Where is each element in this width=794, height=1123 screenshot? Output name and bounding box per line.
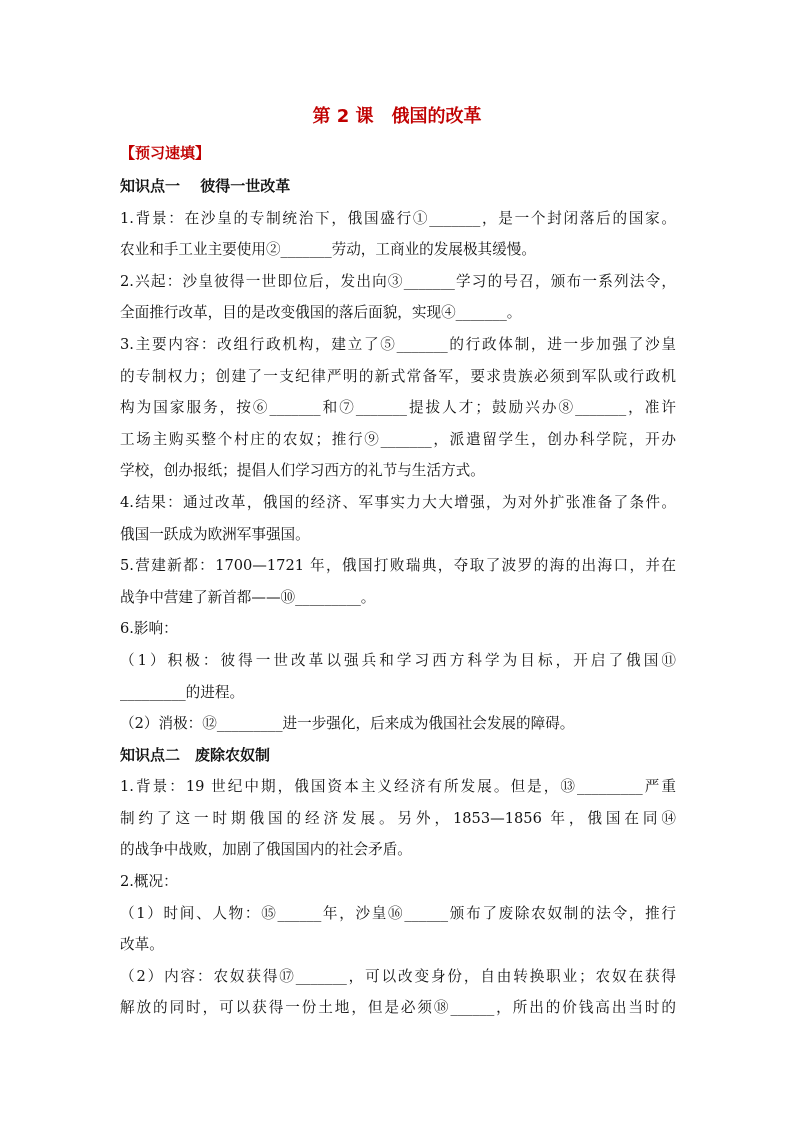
text-line: （1）积极：彼得一世改革以强兵和学习西方科学为目标，开启了俄国⑪ (120, 651, 676, 669)
text-line: 改革。 (120, 936, 164, 954)
text-line: 5.营建新都：1700—1721 年，俄国打败瑞典，夺取了波罗的海的出海口，并在 (120, 557, 676, 575)
lesson-title: 第 2 课 俄国的改革 (312, 106, 482, 127)
text-line: 的战争中战败，加剧了俄国国内的社会矛盾。 (120, 841, 412, 859)
section-heading: 知识点二 废除农奴制 (120, 745, 271, 764)
text-line: 制约了这一时期俄国的经济发展。另外，1853—1856 年，俄国在同⑭ (120, 809, 676, 827)
text-line: 全面推行改革，目的是改变俄国的落后面貌，实现④_______。 (120, 304, 522, 322)
text-line: 2.兴起：沙皇彼得一世即位后，发出向③_______学习的号召，颁布一系列法令， (120, 272, 676, 290)
text-line: （1）时间、人物：⑮______年，沙皇⑯______颁布了废除农奴制的法令，推行 (120, 904, 676, 922)
text-line: 学校，创办报纸；提倡人们学习西方的礼节与生活方式。 (120, 462, 485, 480)
document-body (120, 171, 676, 1024)
text-line: 解放的同时，可以获得一份土地，但是必须⑱______，所出的价钱高出当时的 (120, 999, 676, 1017)
text-line: 1.背景：19 世纪中期，俄国资本主义经济有所发展。但是，⑬_________严重 (120, 778, 676, 796)
text-line: 1.背景：在沙皇的专制统治下，俄国盛行①_______，是一个封闭落后的国家。 (120, 209, 676, 227)
text-line: 4.结果：通过改革，俄国的经济、军事实力大大增强，为对外扩张准备了条件。 (120, 493, 676, 511)
text-line: 的专制权力；创建了一支纪律严明的新式常备军，要求贵族必须到军队或行政机 (120, 367, 676, 385)
text-line: 3.主要内容：改组行政机构，建立了⑤_______的行政体制，进一步加强了沙皇 (120, 335, 676, 353)
section-tag: 【预习速填】 (120, 144, 211, 162)
text-line: _________的进程。 (120, 683, 245, 701)
text-line: 俄国一跃成为欧洲军事强国。 (120, 525, 310, 543)
section-heading: 知识点一 彼得一世改革 (120, 177, 291, 195)
text-line: 战争中营建了新首都——⑩_________。 (120, 588, 376, 606)
text-line: 构为国家服务，按⑥_______和⑦_______提拔人才；鼓励兴办⑧_______，准许 (120, 399, 676, 417)
text-line: 2.概况： (120, 873, 178, 891)
text-line: 工场主购买整个村庄的农奴；推行⑨_______，派遣留学生，创办科学院，开办 (120, 430, 676, 448)
text-line: 农业和手工业主要使用②_______劳动，工商业的发展极其缓慢。 (120, 241, 536, 259)
text-line: （2）内容：农奴获得⑰_______，可以改变身份，自由转换职业；农奴在获得 (120, 967, 676, 985)
text-line: （2）消极：⑫_________进一步强化，后来成为俄国社会发展的障碍。 (120, 715, 575, 733)
text-line: 6.影响： (120, 620, 178, 638)
